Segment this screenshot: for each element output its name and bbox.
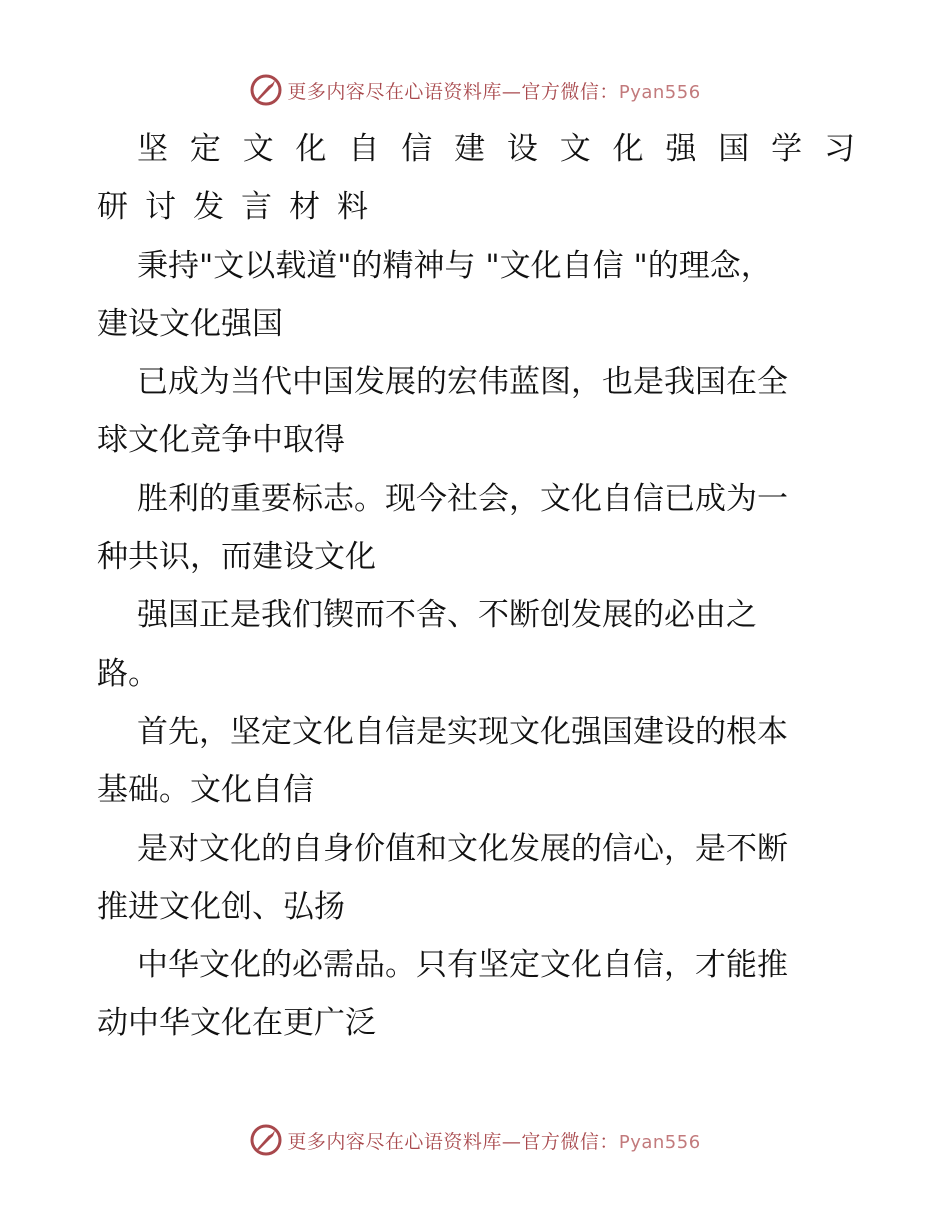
header-banner-text <box>287 77 700 104</box>
header-banner <box>0 70 950 110</box>
title-line-2 <box>97 178 857 236</box>
paragraph-6-line-1: 是对文化的自身价值和文化发展的信心，是不断 <box>137 830 788 867</box>
title-char: 强 <box>665 131 697 167</box>
title-char: 言 <box>241 189 272 226</box>
footer-banner-label: 更多内容尽在心语资料库—官方微信： <box>287 1130 619 1153</box>
paragraph-6-line-2: 推进文化创、弘扬 <box>97 888 345 925</box>
title-char: 习 <box>823 131 855 167</box>
document-body <box>97 120 857 1053</box>
paragraph-1-line-2: 建设文化强国 <box>97 305 283 342</box>
paragraph-2-line-2: 球文化竞争中取得 <box>97 422 345 459</box>
title-char: 料 <box>337 189 368 226</box>
title-char: 化 <box>612 131 644 167</box>
paragraph-3-line-1: 胜利的重要标志。现今社会，文化自信已成为一 <box>137 480 788 517</box>
paragraph-1-line-1: 秉持"文以载道"的精神与 "文化自信 "的理念， <box>137 247 772 284</box>
paragraph-3-line-2: 种共识，而建设文化 <box>97 539 376 576</box>
title-char: 定 <box>189 131 221 167</box>
paragraph-4-line-2: 路。 <box>97 655 159 692</box>
title-line-1 <box>97 120 857 178</box>
title-char: 学 <box>771 131 803 167</box>
title-char: 讨 <box>145 189 176 226</box>
title-char: 材 <box>289 189 320 226</box>
paragraph-4-line-1: 强国正是我们锲而不舍、不断创发展的必由之 <box>137 597 757 634</box>
footer-wechat-id: Pyan556 <box>618 1131 701 1153</box>
paragraph-5-line-1: 首先，坚定文化自信是实现文化强国建设的根本 <box>137 713 788 750</box>
paragraph-7-line-1: 中华文化的必需品。只有坚定文化自信，才能推 <box>137 947 788 984</box>
title-char: 设 <box>506 131 538 167</box>
paragraph-7-line-2: 动中华文化在更广泛 <box>97 1005 376 1042</box>
title-char: 坚 <box>137 131 168 167</box>
title-char: 自 <box>348 131 380 167</box>
paragraph-2-line-1: 已成为当代中国发展的宏伟蓝图，也是我国在全 <box>137 364 788 401</box>
title-char: 研 <box>97 189 128 226</box>
title-char: 文 <box>559 131 591 167</box>
header-banner-label: 更多内容尽在心语资料库—官方微信： <box>287 80 619 103</box>
title-char: 国 <box>718 131 750 167</box>
header-wechat-id: Pyan556 <box>618 81 701 103</box>
title-char: 文 <box>242 131 274 167</box>
quill-pen-circle-icon <box>249 1123 283 1157</box>
quill-pen-circle-icon <box>249 73 283 107</box>
title-char: 信 <box>401 131 433 167</box>
title-char: 建 <box>454 131 486 167</box>
paragraph-5-line-2: 基础。文化自信 <box>97 772 314 809</box>
title-char: 发 <box>193 189 224 226</box>
footer-banner <box>0 1120 950 1160</box>
footer-banner-text <box>287 1127 700 1154</box>
title-char: 化 <box>295 131 327 167</box>
